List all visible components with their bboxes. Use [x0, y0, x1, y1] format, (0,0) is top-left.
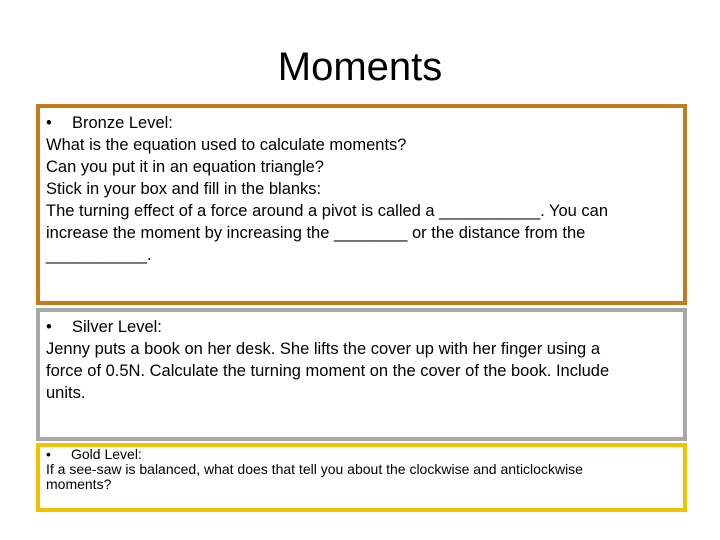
bronze-line: increase the moment by increasing the ________ or the distance from the — [46, 224, 586, 242]
gold-line: moments? — [46, 476, 112, 492]
bullet-icon: • — [46, 446, 51, 462]
gold-level-box — [36, 443, 687, 512]
bronze-line: The turning effect of a force around a pivot is called a ___________. You can — [46, 202, 609, 220]
gold-heading-row — [46, 447, 675, 462]
gold-line: If a see-saw is balanced, what does that tell you about the clockwise and anticlockwise — [46, 461, 583, 477]
bronze-level-box — [36, 104, 687, 305]
bronze-line: Stick in your box and fill in the blanks: — [46, 180, 322, 198]
bronze-line: Can you put it in an equation triangle? — [46, 158, 324, 176]
silver-line: units. — [46, 384, 86, 402]
gold-heading: Gold Level: — [71, 446, 142, 462]
slide-title: Moments — [277, 45, 443, 89]
bronze-line: What is the equation used to calculate moments? — [46, 136, 407, 154]
bullet-icon: • — [46, 114, 52, 132]
bronze-heading-row — [46, 112, 675, 134]
silver-level-box — [36, 308, 687, 441]
silver-heading: Silver Level: — [72, 318, 162, 336]
silver-heading-row — [46, 316, 675, 338]
bronze-line: ___________. — [46, 246, 152, 264]
silver-line: force of 0.5N. Calculate the turning moment on the cover of the book. Include — [46, 362, 610, 380]
bronze-heading: Bronze Level: — [72, 114, 173, 132]
silver-line: Jenny puts a book on her desk. She lifts the cover up with her finger using a — [46, 340, 600, 358]
bullet-icon: • — [46, 318, 52, 336]
